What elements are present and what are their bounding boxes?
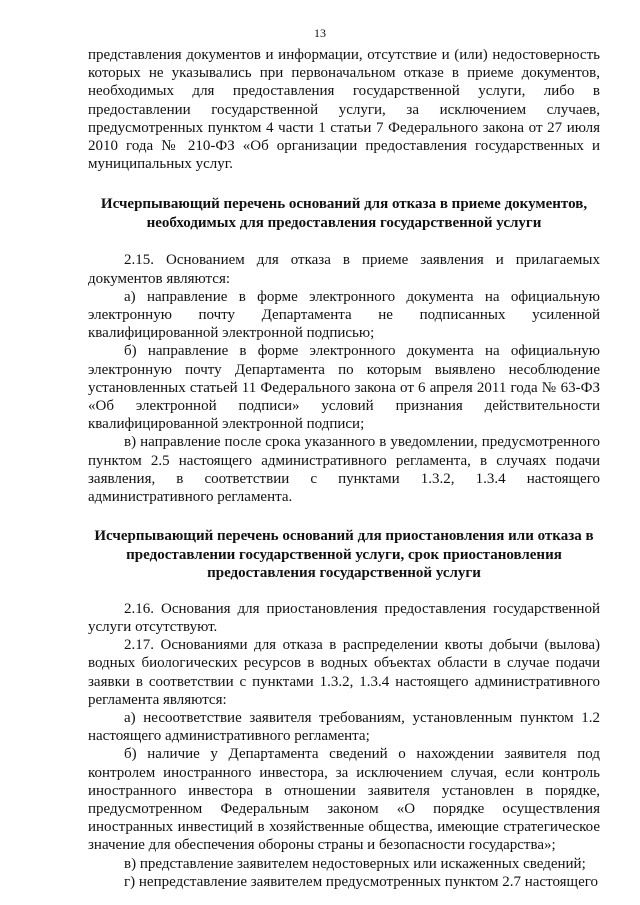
- paragraph-2-17: 2.17. Основаниями для отказа в распределении квоты добычи (вылова) водных биологических ресурсов в водных объектах области в случае подачи заявки в соответствии с пунктами 1.3.2, 1.3.4 настоящего административного регламента являются:: [88, 637, 600, 708]
- list-item-b: б) наличие у Департамента сведений о нахождении заявителя под контролем иностранного инвестора, за исключением случая, если контроль иностранного инвестора в отношении заявителя установлен в порядке, предусмотренном Федеральным законом «О порядке осуществления иностранных инвестиций в хозяйственные общества, имеющие стратегическое значение для обеспечения обороны страны и безопасности государства»;: [88, 746, 600, 854]
- page-number: 13: [314, 26, 326, 40]
- list-item-v: в) направление после срока указанного в уведомлении, предусмотренного пунктом 2.5 настоящего административного регламента, в случаях подачи заявления, в соответствии с пунктами 1.3.2, 1.3.4 настоящего административного регламента.: [88, 434, 600, 506]
- section-heading-suspension-refusal: Исчерпывающий перечень оснований для приостановления или отказа в предоставлении государственной услуги, срок приостановления предоставления государственной услуги: [94, 528, 594, 582]
- list-item-a: а) несоответствие заявителя требованиям, установленным пунктом 1.2 настоящего административного регламента;: [88, 709, 600, 745]
- section-heading-refusal-acceptance: Исчерпывающий перечень оснований для отказа в приеме документов, необходимых для предоставления государственной услуги: [100, 196, 588, 231]
- list-item-v: в) представление заявителем недостоверных или искаженных сведений;: [124, 855, 586, 872]
- list-item-a: а) направление в форме электронного документа на официальную электронную почту Департамента не подписанных усиленной квалифицированной электронной подписью;: [88, 288, 600, 342]
- list-item-b: б) направление в форме электронного документа на официальную электронную почту Департамента по которым выявлено несоблюдение установленных статьей 11 Федерального закона от 6 апреля 2011 года № 63-ФЗ «Об электронной подписи» условий признания действительности квалифицированной электронной подписи;: [88, 343, 600, 433]
- paragraph-2-15: 2.15. Основанием для отказа в приеме заявления и прилагаемых документов являются:: [88, 252, 600, 287]
- page-content: [88, 46, 600, 891]
- paragraph-2-16: 2.16. Основания для приостановления предоставления государственной услуги отсутствуют.: [88, 600, 600, 635]
- intro-paragraph: представления документов и информации, отсутствие и (или) недостоверность которых не указывались при первоначальном отказе в приеме документов, необходимых для предоставления государственной услуги, либо в предоставлении государственной услуги, за исключением случаев, предусмотренных пунктом 4 части 1 статьи 7 Федерального закона от 27 июля 2010 года № 210-ФЗ «Об организации предоставления государственных и муниципальных услуг.: [88, 47, 600, 173]
- list-item-g: г) непредставление заявителем предусмотренных пунктом 2.7 настоящего: [124, 873, 599, 890]
